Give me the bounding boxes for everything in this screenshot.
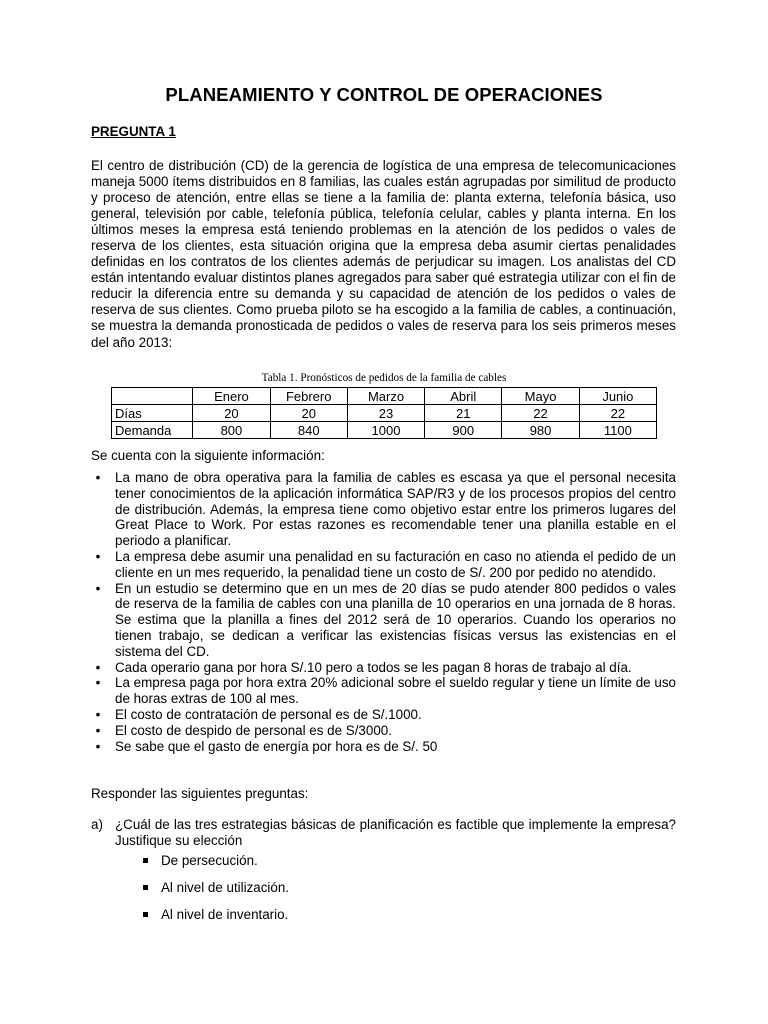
list-item (91, 707, 676, 723)
table-cell: Días (112, 405, 193, 422)
table-cell: Demanda (112, 422, 193, 439)
list-item-text: El costo de despido de personal es de S/3000. (115, 722, 392, 738)
bullet-icon: • (95, 580, 101, 596)
question-text: ¿Cuál de las tres estrategias básicas de planificación es factible que implemente la empresa? Justifique su elección (115, 817, 676, 848)
list-item (91, 470, 676, 549)
question-a (91, 817, 676, 849)
forecast-table (111, 387, 657, 439)
document-title: PLANEAMIENTO Y CONTROL DE OPERACIONES (165, 84, 603, 105)
list-item (91, 675, 676, 707)
list-item-text: Cada operario gana por hora S/.10 pero a todos se les pagan 8 horas de trabajo al día. (115, 659, 632, 675)
table-cell: 980 (502, 422, 579, 439)
strategy-options-list (141, 853, 289, 933)
table-header-cell: Junio (579, 388, 656, 405)
question-letter: a) (91, 817, 103, 832)
list-item (91, 660, 676, 676)
list-item-text: La empresa paga por hora extra 20% adicional sobre el sueldo regular y tiene un límite de uso de horas extras de 100 al mes. (115, 675, 676, 707)
table-cell: 22 (579, 405, 656, 422)
table-cell: 20 (270, 405, 347, 422)
list-item (141, 880, 289, 896)
list-item (141, 907, 289, 923)
list-item-text: En un estudio se determino que en un mes de 20 días se pudo atender 800 pedidos o vales de reserva de la familia de cables con una planilla de 10 operarios en una jornada de 8 horas. Se estima que la planilla a fines del 2012 será de 10 operarios. Cuando los operarios no tienen trabajo, se dedican a verificar las existencias físicas versus las existencias en el sistema del CD. (115, 580, 676, 659)
list-item (91, 549, 676, 581)
bullet-icon: • (95, 659, 101, 675)
bullet-icon: • (95, 706, 101, 722)
bullet-icon: • (95, 738, 101, 754)
list-item (91, 581, 676, 660)
list-item (141, 853, 289, 869)
bullet-icon: • (95, 722, 101, 738)
table-header-row (112, 388, 657, 405)
list-item-text: El costo de contratación de personal es de S/.1000. (115, 706, 422, 722)
bullet-icon: • (95, 675, 101, 691)
list-item-text: Se sabe que el gasto de energía por hora es de S/. 50 (115, 738, 438, 754)
table-header-cell: Mayo (502, 388, 579, 405)
square-bullet-icon (143, 912, 148, 917)
table-cell: 1000 (347, 422, 424, 439)
table-header-cell: Febrero (270, 388, 347, 405)
table-cell: 900 (425, 422, 502, 439)
table-cell: 23 (347, 405, 424, 422)
option-text: Al nivel de utilización. (161, 879, 290, 895)
table-header-cell: Marzo (347, 388, 424, 405)
question-heading: PREGUNTA 1 (91, 124, 176, 139)
table-header-cell: Enero (193, 388, 270, 405)
bullet-icon: • (95, 470, 101, 485)
square-bullet-icon (143, 885, 148, 890)
table-cell: 840 (270, 422, 347, 439)
square-bullet-icon (143, 858, 148, 863)
list-item (91, 739, 676, 755)
table-row (112, 405, 657, 422)
questions-intro: Responder las siguientes preguntas: (91, 786, 309, 801)
table-row (112, 422, 657, 439)
table-header-cell: Abril (425, 388, 502, 405)
list-item-text: La empresa debe asumir una penalidad en su facturación en caso no atienda el pedido de un cliente en un mes requerido, la penalidad tiene un costo de S/. 200 por pedido no atendido. (115, 548, 676, 580)
table-cell: 800 (193, 422, 270, 439)
bullet-icon: • (95, 548, 101, 564)
table-cell: 21 (425, 405, 502, 422)
table-cell: 22 (502, 405, 579, 422)
info-bullet-list (91, 470, 676, 754)
info-lead-text: Se cuenta con la siguiente información: (91, 448, 325, 463)
list-item-text: La mano de obra operativa para la familia de cables es escasa ya que el personal necesita tener conocimientos de la aplicación informática SAP/R3 y de los procesos propios del centro de distribución. Además, la empresa tiene como objetivo estar entre los primeros lugares del Great Place to Work. Por estas razones es recomendable tener una planilla estable en el periodo a planificar. (115, 470, 676, 549)
table-cell: 1100 (579, 422, 656, 439)
intro-paragraph: El centro de distribución (CD) de la gerencia de logística de una empresa de telecomunicaciones maneja 5000 ítems distribuidos en 8 familias, las cuales están agrupadas por similitud de producto y proceso de atención, entre ellas se tiene a la familia de: planta externa, telefonía básica, uso general, televisión por cable, telefonía pública, telefonía celular, cables y planta interna. En los últimos meses la empresa está teniendo problemas en la atención de los pedidos o vales de reserva de los clientes, esta situación origina que la empresa deba asumir ciertas penalidades definidas en los contratos de los clientes además de perjudicar su imagen. Los analistas del CD están intentando evaluar distintos planes agregados para saber qué estrategia utilizar con el fin de reducir la diferencia entre su demanda y su capacidad de atención de los pedidos o vales de reserva de sus clientes. Como prueba piloto se ha escogido a la familia de cables, a continuación, se muestra la demanda pronosticada de pedidos o vales de reserva para los seis primeros meses del año 2013: (91, 158, 676, 350)
option-text: Al nivel de inventario. (161, 906, 289, 922)
table-caption: Tabla 1. Pronósticos de pedidos de la familia de cables (261, 372, 507, 384)
table-header-cell (112, 388, 193, 405)
list-item (91, 723, 676, 739)
option-text: De persecución. (161, 853, 258, 868)
table-cell: 20 (193, 405, 270, 422)
